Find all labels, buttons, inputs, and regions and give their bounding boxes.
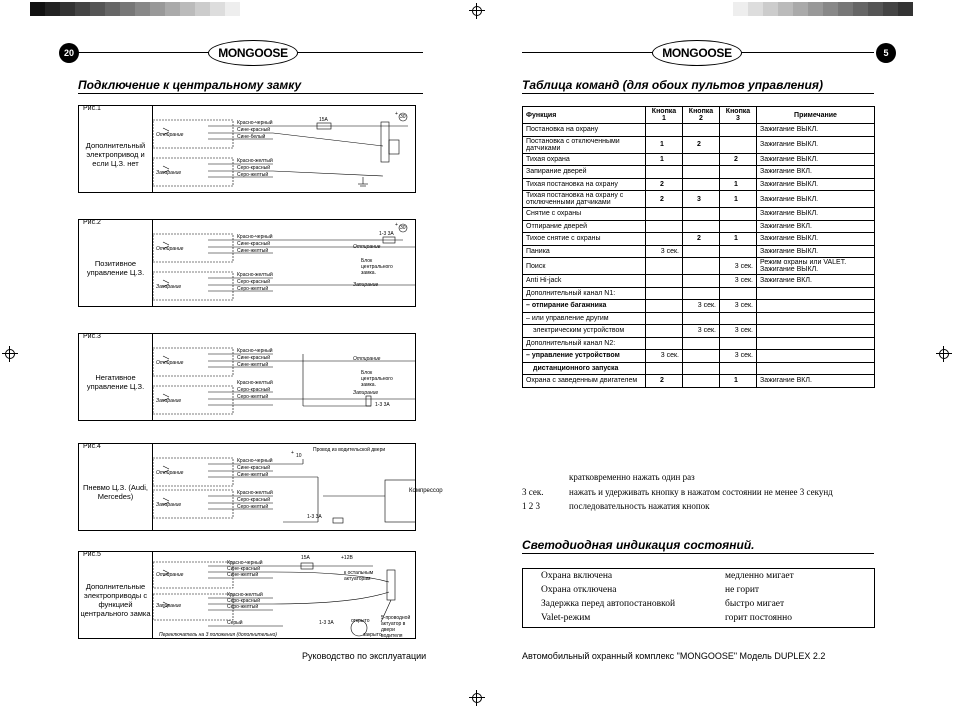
cell-button-1 bbox=[646, 300, 683, 313]
cell-button-3 bbox=[720, 208, 757, 221]
registration-mark-left-icon bbox=[2, 346, 18, 362]
cell-button-1 bbox=[646, 362, 683, 375]
cell-note: Зажигание ВКЛ. bbox=[757, 375, 875, 388]
left-label-open: Отпирание bbox=[156, 132, 184, 138]
wire-label: Серо-желтый bbox=[237, 172, 269, 178]
wiring-diagram bbox=[153, 552, 415, 638]
cell-button-3 bbox=[720, 312, 757, 325]
cell-button-3: 3 сек. bbox=[720, 350, 757, 363]
cell-button-1 bbox=[646, 208, 683, 221]
table-row bbox=[523, 325, 875, 338]
wire-label: Серо-красный bbox=[237, 165, 271, 171]
wire-label: Серо-желтый bbox=[227, 604, 259, 610]
cell-button-2: 3 сек. bbox=[683, 300, 720, 313]
cell-button-1 bbox=[646, 287, 683, 300]
led-indication: не горит bbox=[725, 585, 760, 595]
wire-label: Серо-красный bbox=[227, 598, 261, 604]
cell-button-1: 1 bbox=[646, 153, 683, 166]
voltage-label: +12В bbox=[341, 555, 353, 561]
wire-label: Серо-желтый bbox=[237, 286, 269, 292]
cell-button-2 bbox=[683, 258, 720, 275]
figure-5 bbox=[78, 551, 416, 639]
cell-note bbox=[757, 312, 875, 325]
cell-function: Поиск bbox=[523, 258, 646, 275]
cell-button-3: 2 bbox=[720, 153, 757, 166]
led-indication: быстро мигает bbox=[725, 599, 785, 609]
wire-label: Сине-красный bbox=[237, 465, 271, 471]
left-label-open: Отпирание bbox=[156, 470, 184, 476]
wire-label: Серо-желтый bbox=[237, 394, 269, 400]
table-row bbox=[523, 136, 875, 153]
table-row bbox=[523, 300, 875, 313]
block-label-open: Отпирание bbox=[353, 356, 381, 362]
cell-function: Паника bbox=[523, 245, 646, 258]
wiring-diagram bbox=[153, 106, 415, 192]
cell-button-2 bbox=[683, 220, 720, 233]
cell-button-2 bbox=[683, 287, 720, 300]
table-row bbox=[523, 178, 875, 191]
cell-button-1 bbox=[646, 258, 683, 275]
table-row bbox=[523, 275, 875, 288]
left-label-close: Запирание bbox=[156, 502, 182, 508]
table-row bbox=[523, 191, 875, 208]
cell-button-3 bbox=[720, 287, 757, 300]
terminal-label: 30 bbox=[400, 225, 406, 231]
figure-description: Дополнительный электропривод и если Ц.З. нет bbox=[85, 140, 146, 168]
table-title: Таблица команд (для обоих пультов управления) bbox=[522, 78, 874, 94]
driver-actuator-label: 5-проводной актуатор в двери водителя bbox=[381, 615, 411, 639]
wire-label: Сине-желтый bbox=[237, 472, 269, 478]
figure-label: Рис.2 bbox=[83, 219, 101, 226]
wire-label: Красно-черный bbox=[237, 120, 273, 126]
table-row bbox=[523, 166, 875, 179]
cell-button-2 bbox=[683, 245, 720, 258]
cell-button-2 bbox=[683, 208, 720, 221]
cell-note: Зажигание ВЫКЛ. bbox=[757, 191, 875, 208]
plus-label: + bbox=[291, 450, 294, 456]
header-function: Функция bbox=[523, 107, 646, 124]
cell-button-3 bbox=[720, 124, 757, 137]
wire-label: Красно-черный bbox=[237, 234, 273, 240]
left-label-open: Отпирание bbox=[156, 246, 184, 252]
block-label: Блок центрального замка. bbox=[361, 258, 393, 276]
fuse-label: 1-3 3А bbox=[379, 231, 394, 237]
cell-button-2 bbox=[683, 124, 720, 137]
wiring-diagram bbox=[153, 444, 415, 530]
figure-description: Позитивное управление Ц.З. bbox=[86, 259, 145, 277]
block-label: Блок центрального замка. bbox=[361, 370, 393, 388]
wire-label: Красно-желтый bbox=[237, 272, 273, 278]
wire-label: Красно-черный bbox=[237, 458, 273, 464]
cell-button-3: 1 bbox=[720, 191, 757, 208]
cell-function: Тихая постановка на охрану bbox=[523, 178, 646, 191]
cell-function: Anti Hi-jack bbox=[523, 275, 646, 288]
wire-label: Сине-желтый bbox=[227, 572, 259, 578]
fuse-label: 1-3 3А bbox=[375, 402, 390, 408]
driver-door-wire-label: Провод из водительской двери bbox=[313, 447, 386, 453]
command-table bbox=[522, 106, 875, 388]
closed-label: закрыто bbox=[363, 632, 382, 638]
cell-button-1 bbox=[646, 275, 683, 288]
figure-description: Негативное управление Ц.З. bbox=[86, 373, 145, 391]
cell-button-3 bbox=[720, 245, 757, 258]
color-strip-left bbox=[30, 2, 240, 16]
wire-label: Сине-желтый bbox=[237, 248, 269, 254]
cell-button-2 bbox=[683, 375, 720, 388]
fuse-label-2: 1-3 3А bbox=[319, 620, 334, 626]
wire-label: Сине-красный bbox=[227, 566, 261, 572]
cell-button-3 bbox=[720, 362, 757, 375]
legend-text: нажать и удерживать кнопку в нажатом состоянии не менее 3 секунд bbox=[569, 487, 833, 497]
cell-note: Зажигание ВЫКЛ. bbox=[757, 124, 875, 137]
cell-button-2: 3 bbox=[683, 191, 720, 208]
cell-note: Режим охраны или VALET. Зажигание ВЫКЛ. bbox=[757, 258, 875, 275]
table-row bbox=[523, 258, 875, 275]
cell-button-3: 3 сек. bbox=[720, 258, 757, 275]
table-row bbox=[523, 124, 875, 137]
cell-button-1 bbox=[646, 337, 683, 350]
cell-button-3: 3 сек. bbox=[720, 300, 757, 313]
section-title-left: Подключение к центральному замку bbox=[78, 78, 423, 94]
cell-function: электрическим устройством bbox=[523, 325, 646, 338]
cell-note: Зажигание ВКЛ. bbox=[757, 166, 875, 179]
figure-description: Дополнительные электроприводы с функцией центрального замка bbox=[80, 582, 151, 618]
cell-function: Тихое снятие с охраны bbox=[523, 233, 646, 246]
cell-button-1 bbox=[646, 325, 683, 338]
cell-button-3: 1 bbox=[720, 375, 757, 388]
led-state: Охрана включена bbox=[541, 571, 613, 581]
page-number-left: 20 bbox=[59, 43, 79, 63]
plus-label: + bbox=[395, 111, 398, 117]
cell-button-1: 2 bbox=[646, 375, 683, 388]
wire-label: Красно-желтый bbox=[237, 158, 273, 164]
figure-label: Рис.3 bbox=[83, 333, 101, 340]
legend bbox=[522, 472, 882, 517]
figure-2 bbox=[78, 219, 416, 307]
cell-function: Постановка с отключенными датчиками bbox=[523, 136, 646, 153]
cell-function: Снятие с охраны bbox=[523, 208, 646, 221]
cell-button-3 bbox=[720, 220, 757, 233]
figure-label: Рис.1 bbox=[83, 105, 101, 112]
figure-label: Рис.4 bbox=[83, 443, 101, 450]
left-label-open: Отпирание bbox=[156, 572, 184, 578]
table-row bbox=[523, 350, 875, 363]
left-label-close: Запирание bbox=[156, 170, 182, 176]
cell-function: Охрана с заведенным двигателем bbox=[523, 375, 646, 388]
table-row bbox=[523, 233, 875, 246]
terminal-label: 10 bbox=[296, 453, 302, 459]
led-state: Valet-режим bbox=[541, 613, 591, 623]
cell-function: Дополнительный канал N2: bbox=[523, 337, 646, 350]
led-title: Светодиодная индикация состояний. bbox=[522, 538, 874, 554]
led-indication: медленно мигает bbox=[725, 571, 794, 581]
table-row bbox=[523, 375, 875, 388]
fuse-label: 15А bbox=[319, 117, 328, 123]
figure-1 bbox=[78, 105, 416, 193]
cell-button-2 bbox=[683, 337, 720, 350]
cell-note bbox=[757, 350, 875, 363]
cell-note: Зажигание ВКЛ. bbox=[757, 275, 875, 288]
cell-button-2 bbox=[683, 178, 720, 191]
footer-left: Руководство по эксплуатации bbox=[302, 651, 427, 661]
wire-label: Серо-красный bbox=[237, 497, 271, 503]
table-row bbox=[523, 153, 875, 166]
cell-function: Запирание дверей bbox=[523, 166, 646, 179]
led-state: Задержка перед автопостановкой bbox=[541, 599, 676, 609]
legend-key: 3 сек. bbox=[522, 487, 544, 497]
table-row bbox=[523, 337, 875, 350]
switch-label: Переключатель на 3 положения (дополнительно) bbox=[159, 632, 277, 638]
header-note: Примечание bbox=[757, 107, 875, 124]
wire-label: Сине-красный bbox=[237, 241, 271, 247]
cell-button-1 bbox=[646, 124, 683, 137]
left-label-close: Запирание bbox=[156, 603, 182, 609]
figure-4 bbox=[78, 443, 443, 531]
figure-label: Рис.5 bbox=[83, 551, 101, 558]
cell-button-2 bbox=[683, 362, 720, 375]
block-label-close: Запирание bbox=[353, 390, 379, 396]
terminal-label: 30 bbox=[400, 114, 406, 120]
page-number-right: 5 bbox=[876, 43, 896, 63]
table-row bbox=[523, 362, 875, 375]
cell-function: Тихая охрана bbox=[523, 153, 646, 166]
cell-button-3: 1 bbox=[720, 178, 757, 191]
table-header-row bbox=[523, 107, 875, 124]
block-label-close: Запирание bbox=[353, 282, 379, 288]
header-button-3: Кнопка 3 bbox=[720, 107, 757, 124]
cell-button-2 bbox=[683, 153, 720, 166]
table-row bbox=[523, 220, 875, 233]
cell-note: Зажигание ВЫКЛ. bbox=[757, 178, 875, 191]
cell-button-3: 3 сек. bbox=[720, 275, 757, 288]
table-row bbox=[523, 287, 875, 300]
cell-button-1: 3 сек. bbox=[646, 350, 683, 363]
cell-note bbox=[757, 300, 875, 313]
legend-text: кратковременно нажать один раз bbox=[569, 472, 695, 482]
fuse-label: 1-3 3А bbox=[307, 514, 322, 520]
wire-label: Серо-желтый bbox=[237, 504, 269, 510]
cell-button-3: 1 bbox=[720, 233, 757, 246]
cell-function: – управление устройством bbox=[523, 350, 646, 363]
fuse-label: 15А bbox=[301, 555, 310, 561]
cell-note: Зажигание ВЫКЛ. bbox=[757, 136, 875, 153]
cell-button-3: 3 сек. bbox=[720, 325, 757, 338]
wire-label: Серо-красный bbox=[237, 279, 271, 285]
wire-label: Сине-красный bbox=[237, 127, 271, 133]
wire-label: Сине-красный bbox=[237, 355, 271, 361]
cell-button-2 bbox=[683, 312, 720, 325]
cell-note bbox=[757, 337, 875, 350]
cell-note: Зажигание ВКЛ. bbox=[757, 220, 875, 233]
cell-button-2: 2 bbox=[683, 233, 720, 246]
registration-mark-top-icon bbox=[469, 3, 485, 19]
cell-button-1 bbox=[646, 312, 683, 325]
cell-button-2: 3 сек. bbox=[683, 325, 720, 338]
cell-button-1 bbox=[646, 220, 683, 233]
led-indication-table bbox=[522, 568, 875, 628]
cell-note: Зажигание ВЫКЛ. bbox=[757, 153, 875, 166]
cell-note bbox=[757, 325, 875, 338]
wire-label: Серый bbox=[227, 620, 243, 626]
cell-button-3 bbox=[720, 337, 757, 350]
wire-label: Сине-желтый bbox=[237, 362, 269, 368]
cell-function: – или управление другим bbox=[523, 312, 646, 325]
left-label-open: Отпирание bbox=[156, 360, 184, 366]
wire-label: Красно-черный bbox=[227, 560, 263, 566]
cell-note: Зажигание ВЫКЛ. bbox=[757, 233, 875, 246]
cell-function: Тихая постановка на охрану с отключенными датчиками bbox=[523, 191, 646, 208]
table-row bbox=[523, 245, 875, 258]
cell-note bbox=[757, 362, 875, 375]
cell-button-1: 1 bbox=[646, 136, 683, 153]
wire-label: Красно-черный bbox=[237, 348, 273, 354]
cell-button-1 bbox=[646, 233, 683, 246]
cell-button-2 bbox=[683, 275, 720, 288]
wire-label: Серо-красный bbox=[237, 387, 271, 393]
led-state: Охрана отключена bbox=[541, 585, 617, 595]
led-indication: горит постоянно bbox=[725, 613, 792, 623]
table-row bbox=[523, 312, 875, 325]
cell-function: – отпирание багажника bbox=[523, 300, 646, 313]
left-label-close: Запирание bbox=[156, 284, 182, 290]
table-row bbox=[523, 208, 875, 221]
figure-3 bbox=[78, 333, 416, 421]
legend-key: 1 2 3 bbox=[522, 501, 540, 511]
wire-label: Красно-желтый bbox=[237, 490, 273, 496]
wire-label: Красно-желтый bbox=[237, 380, 273, 386]
cell-function: дистанционного запуска bbox=[523, 362, 646, 375]
footer-right: Автомобильный охранный комплекс "MONGOOSE" Модель DUPLEX 2.2 bbox=[522, 651, 826, 661]
other-actuators-label: к остальным актуаторам bbox=[344, 570, 374, 582]
wire-label: Красно-желтый bbox=[227, 592, 263, 598]
cell-button-1: 2 bbox=[646, 191, 683, 208]
header-button-2: Кнопка 2 bbox=[683, 107, 720, 124]
cell-function: Постановка на охрану bbox=[523, 124, 646, 137]
cell-button-1 bbox=[646, 166, 683, 179]
cell-button-2 bbox=[683, 350, 720, 363]
cell-note bbox=[757, 287, 875, 300]
cell-button-3 bbox=[720, 166, 757, 179]
logo-left: MONGOOSE bbox=[208, 40, 298, 66]
compressor-label: Компрессор bbox=[409, 488, 443, 494]
cell-button-2 bbox=[683, 166, 720, 179]
figure-description: Пневмо Ц.З. (Audi, Mercedes) bbox=[83, 483, 148, 501]
wire-label: Сине-белый bbox=[237, 134, 266, 140]
cell-button-1: 3 сек. bbox=[646, 245, 683, 258]
block-label-open: Отпирание bbox=[353, 244, 381, 250]
open-label: открыто bbox=[351, 618, 370, 624]
cell-function: Отпирание дверей bbox=[523, 220, 646, 233]
registration-mark-bottom-icon bbox=[469, 690, 485, 706]
cell-button-2: 2 bbox=[683, 136, 720, 153]
plus-label: + bbox=[395, 222, 398, 228]
cell-button-3 bbox=[720, 136, 757, 153]
logo-right: MONGOOSE bbox=[652, 40, 742, 66]
registration-mark-right-icon bbox=[936, 346, 952, 362]
cell-button-1: 2 bbox=[646, 178, 683, 191]
cell-note: Зажигание ВЫКЛ. bbox=[757, 245, 875, 258]
header-button-1: Кнопка 1 bbox=[646, 107, 683, 124]
cell-note: Зажигание ВЫКЛ. bbox=[757, 208, 875, 221]
legend-text: последовательность нажатия кнопок bbox=[569, 501, 710, 511]
left-label-close: Запирание bbox=[156, 398, 182, 404]
color-strip-right bbox=[733, 2, 913, 16]
cell-function: Дополнительный канал N1: bbox=[523, 287, 646, 300]
